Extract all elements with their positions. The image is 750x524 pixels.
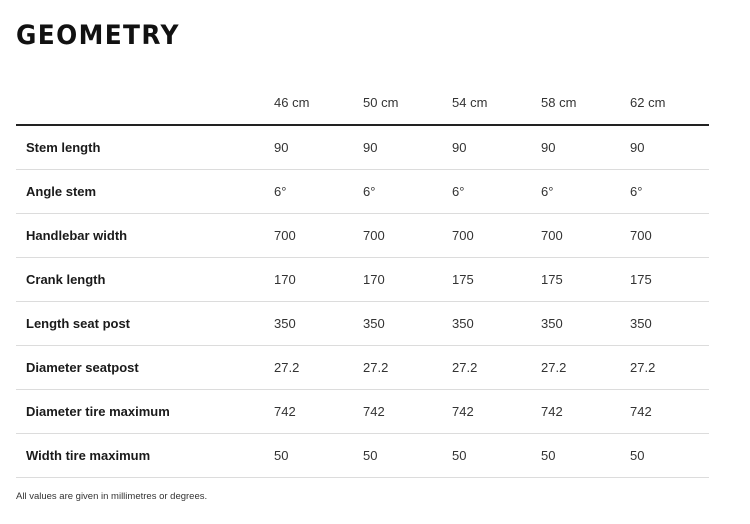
page-title: GEOMETRY: [16, 20, 180, 51]
footnote: All values are given in millimetres or degrees.: [16, 491, 208, 502]
table-cell: 700: [541, 214, 630, 258]
geometry-table: [16, 81, 709, 478]
table-row: [16, 346, 709, 390]
table-cell: 175: [452, 258, 541, 302]
header-cell-size: 50 cm: [363, 81, 452, 125]
table-row: [16, 214, 709, 258]
row-label: Crank length: [16, 258, 274, 302]
row-label: Diameter tire maximum: [16, 390, 274, 434]
table-cell: 700: [274, 214, 363, 258]
table-row: [16, 170, 709, 214]
table-row: [16, 390, 709, 434]
table-cell: 27.2: [363, 346, 452, 390]
table-row: [16, 125, 709, 170]
row-label: Angle stem: [16, 170, 274, 214]
table-cell: 170: [274, 258, 363, 302]
table-cell: 700: [363, 214, 452, 258]
row-label: Width tire maximum: [16, 434, 274, 478]
table-cell: 50: [452, 434, 541, 478]
table-cell: 90: [630, 125, 709, 170]
table-cell: 6°: [363, 170, 452, 214]
table-cell: 6°: [630, 170, 709, 214]
table-cell: 742: [541, 390, 630, 434]
row-label: Stem length: [16, 125, 274, 170]
table-cell: 742: [630, 390, 709, 434]
header-cell-empty: [16, 81, 274, 125]
table-cell: 90: [541, 125, 630, 170]
table-cell: 742: [452, 390, 541, 434]
row-label: Length seat post: [16, 302, 274, 346]
table-cell: 742: [274, 390, 363, 434]
table-cell: 350: [274, 302, 363, 346]
table-cell: 27.2: [541, 346, 630, 390]
table-cell: 50: [363, 434, 452, 478]
table-cell: 27.2: [452, 346, 541, 390]
table-cell: 90: [452, 125, 541, 170]
header-cell-size: 46 cm: [274, 81, 363, 125]
table-cell: 27.2: [630, 346, 709, 390]
table-cell: 350: [541, 302, 630, 346]
table-cell: 700: [630, 214, 709, 258]
table-cell: 90: [274, 125, 363, 170]
table-cell: 175: [541, 258, 630, 302]
header-cell-size: 62 cm: [630, 81, 709, 125]
table-cell: 350: [630, 302, 709, 346]
table-cell: 27.2: [274, 346, 363, 390]
header-cell-size: 58 cm: [541, 81, 630, 125]
table-header-row: [16, 81, 709, 125]
table-cell: 50: [541, 434, 630, 478]
table-cell: 6°: [541, 170, 630, 214]
table-cell: 6°: [274, 170, 363, 214]
header-cell-size: 54 cm: [452, 81, 541, 125]
row-label: Handlebar width: [16, 214, 274, 258]
table-cell: 742: [363, 390, 452, 434]
table-row: [16, 434, 709, 478]
table-cell: 50: [630, 434, 709, 478]
table-cell: 350: [363, 302, 452, 346]
row-label: Diameter seatpost: [16, 346, 274, 390]
table-row: [16, 258, 709, 302]
table-cell: 350: [452, 302, 541, 346]
table-cell: 90: [363, 125, 452, 170]
table-cell: 170: [363, 258, 452, 302]
table-cell: 50: [274, 434, 363, 478]
table-cell: 175: [630, 258, 709, 302]
table-cell: 700: [452, 214, 541, 258]
table-row: [16, 302, 709, 346]
table-cell: 6°: [452, 170, 541, 214]
